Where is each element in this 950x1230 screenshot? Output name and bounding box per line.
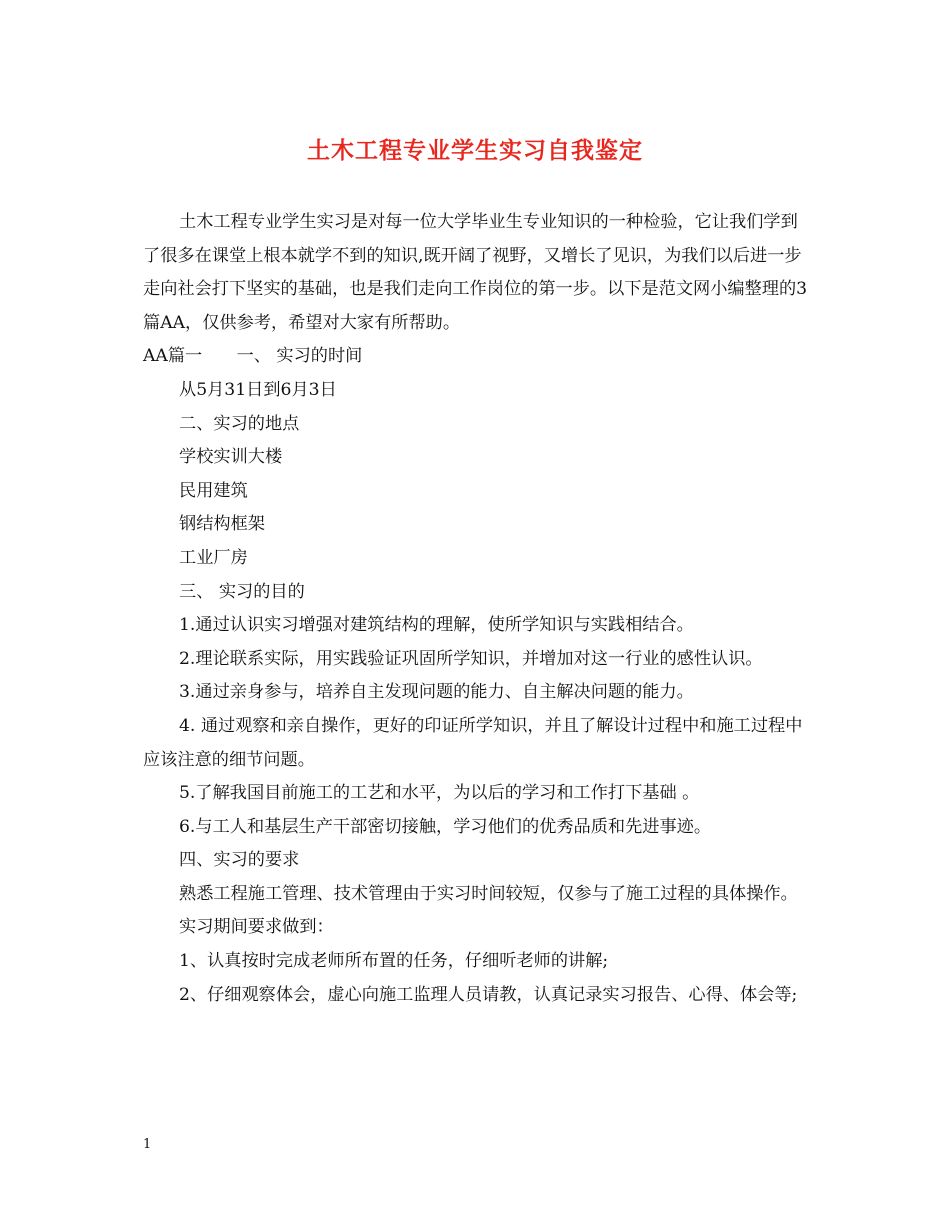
list-item: 5.了解我国目前施工的工艺和水平，为以后的学习和工作打下基础 。 — [179, 783, 700, 804]
list-item: 钢结构框架 — [179, 514, 265, 535]
paragraph: 实习期间要求做到： — [179, 917, 334, 938]
page-number: 1 — [143, 1137, 152, 1152]
list-item: 民用建筑 — [179, 480, 248, 501]
list-item: 1、认真按时完成老师所布置的任务，仔细听老师的讲解; — [179, 951, 609, 972]
section-heading-requirements: 四、实习的要求 — [179, 850, 300, 871]
line-time: 从5月31日到6月3日 — [179, 379, 337, 400]
section-heading-purpose: 三、 实习的目的 — [179, 581, 305, 602]
list-item: 工业厂房 — [179, 547, 248, 568]
section-heading-first: AA篇一 一、 实习的时间 — [143, 346, 363, 367]
list-item: 4. 通过观察和亲自操作，更好的印证所学知识，并且了解设计过程中和施工过程中应该注意的细节问题。 — [143, 715, 803, 770]
document-title: 土木工程专业学生实习自我鉴定 — [307, 137, 643, 164]
list-item: 1.通过认识实习增强对建筑结构的理解，使所学知识与实践相结合。 — [179, 615, 694, 636]
paragraph: 熟悉工程施工管理、技术管理由于实习时间较短，仅参与了施工过程的具体操作。 — [179, 883, 798, 904]
list-item: 学校实训大楼 — [179, 447, 283, 468]
list-item: 2、仔细观察体会，虚心向施工监理人员请教，认真记录实习报告、心得、体会等; — [179, 984, 798, 1005]
list-item: 3.通过亲身参与，培养自主发现问题的能力、自主解决问题的能力。 — [179, 682, 694, 703]
section-heading-location: 二、实习的地点 — [179, 413, 300, 434]
intro-paragraph: 土木工程专业学生实习是对每一位大学毕业生专业知识的一种检验，它让我们学到了很多在课堂上根本就学不到的知识,既开阔了视野，又增长了见识，为我们以后进一步走向社会打下坚实的基础，也是我们走向工作岗位的第一步。以下是范文网小编整理的3篇AA，仅供参考，希望对大家有所帮助。 — [143, 212, 808, 333]
list-item: 2.理论联系实际，用实践验证巩固所学知识，并增加对这一行业的感性认识。 — [179, 648, 763, 669]
list-item: 6.与工人和基层生产干部密切接触，学习他们的优秀品质和先进事迹。 — [179, 816, 712, 837]
document-body — [143, 206, 811, 1012]
